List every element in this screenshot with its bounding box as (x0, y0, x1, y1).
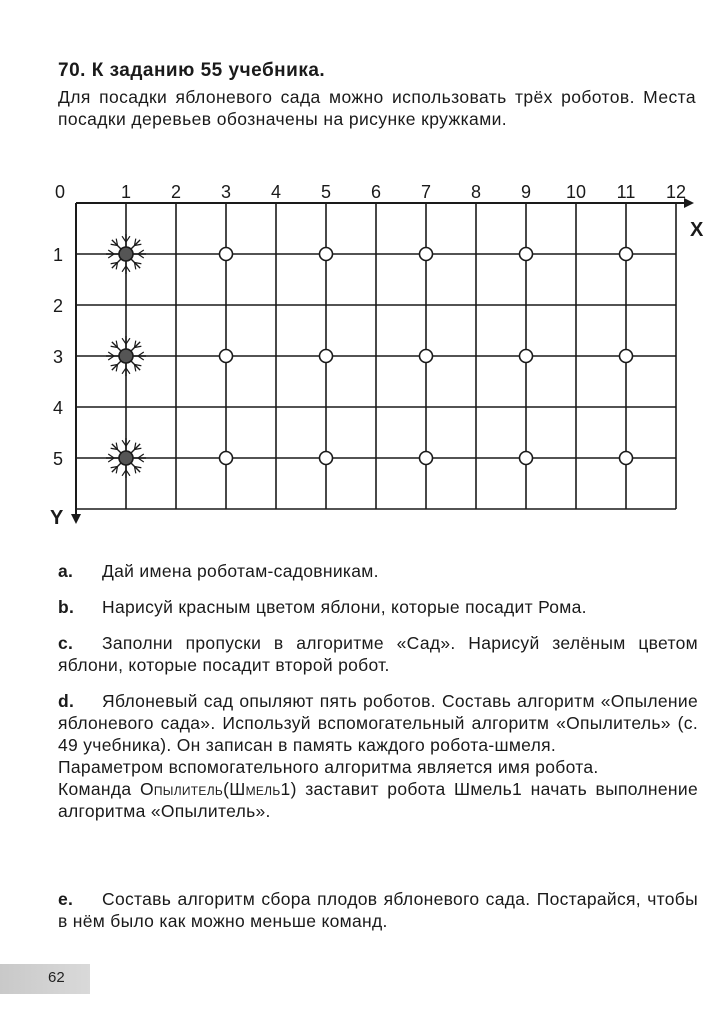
x-tick-label: 9 (520, 182, 532, 202)
task-text: Нарисуй красным цветом яблони, которые посадит Рома. (102, 597, 587, 617)
planting-spot-marker (420, 350, 433, 363)
x-tick-label: 4 (270, 182, 282, 202)
planting-spot-marker (620, 248, 633, 261)
command-arg: Шмель (229, 779, 281, 799)
task-text: Заполни пропуски в алгоритме «Сад». Нарисуй зелёным цветом яблони, которые посадит второй робот. (58, 633, 698, 675)
page-number-band (0, 964, 90, 994)
planting-spot-marker (420, 248, 433, 261)
page-number: 62 (48, 969, 65, 986)
planting-spot-marker (620, 452, 633, 465)
planting-spot-marker (520, 350, 533, 363)
y-axis-title: Y (50, 507, 64, 529)
y-tick-label: 3 (52, 347, 64, 367)
grid-lines (71, 198, 694, 524)
x-tick-label: 10 (565, 182, 587, 202)
planting-spot-marker (220, 452, 233, 465)
x-tick-label: 12 (665, 182, 687, 202)
task-letter: c. (58, 633, 74, 653)
exercise-intro: Для посадки яблоневого сада можно использовать трёх роботов. Места посадки деревьев обозначены на рисунке кружками. (58, 87, 696, 129)
command-name: Опылитель (139, 779, 224, 799)
y-tick-label: 4 (52, 398, 64, 418)
task-d-command: Команда Опылитель(Шмель1) заставит робота Шмель1 начать выполнение алгоритма «Опылитель». (58, 779, 699, 821)
y-tick-label: 5 (52, 449, 64, 469)
command-rest: заставит робота Шмель1 начать выполнение алгоритма «Опылитель». (58, 779, 699, 821)
y-axis-arrow (71, 514, 81, 524)
y-tick-label: 1 (52, 245, 64, 265)
task-e (58, 888, 698, 932)
x-tick-label: 6 (370, 182, 382, 202)
planting-spot-marker (220, 248, 233, 261)
x-tick-label: 0 (54, 182, 66, 202)
y-axis-labels (53, 245, 63, 469)
task-text: Дай имена роботам-садовникам. (102, 561, 379, 581)
x-tick-label: 5 (320, 182, 332, 202)
planting-spot-marker (320, 452, 333, 465)
task-c (58, 632, 698, 676)
task-d-param: Параметром вспомогательного алгоритма является имя робота. (58, 757, 599, 777)
robot-snowflake-icon (106, 234, 146, 274)
command-prefix: Команда (58, 779, 132, 799)
planting-spot-marker (320, 350, 333, 363)
task-letter: a. (58, 561, 74, 581)
task-d (58, 690, 698, 822)
task-text: Яблоневый сад опыляют пять роботов. Составь алгоритм «Опыление яблоневого сада». Используй вспомогательный алгоритм «Опылитель» (с. 49 учебника). Он записан в память каждого робота-шмеля. (58, 691, 698, 755)
planting-spot-marker (420, 452, 433, 465)
planting-spot-marker (220, 350, 233, 363)
task-letter: b. (58, 597, 75, 617)
robot-snowflake-icon (106, 336, 146, 376)
y-tick-label: 2 (52, 296, 64, 316)
x-axis-title: X (690, 219, 704, 241)
task-a (58, 560, 698, 582)
task-b (58, 596, 698, 618)
x-tick-label: 11 (616, 182, 636, 202)
task-letter: e. (58, 889, 74, 909)
x-tick-label: 7 (420, 182, 432, 202)
command-arg-num: 1 (280, 779, 291, 799)
planting-spot-marker (520, 452, 533, 465)
task-letter: d. (58, 691, 75, 711)
x-axis-labels (55, 182, 686, 202)
x-tick-label: 2 (170, 182, 182, 202)
planting-spot-marker (520, 248, 533, 261)
planting-spot-marker (320, 248, 333, 261)
planting-spot-marker (620, 350, 633, 363)
exercise-title: 70. К заданию 55 учебника. (58, 60, 326, 81)
x-tick-label: 8 (470, 182, 482, 202)
robots (106, 234, 146, 478)
x-tick-label: 1 (120, 182, 132, 202)
task-text: Составь алгоритм сбора плодов яблоневого сада. Постарайся, чтобы в нём было как можно меньше команд. (58, 889, 698, 931)
robot-snowflake-icon (106, 438, 146, 478)
x-tick-label: 3 (220, 182, 232, 202)
